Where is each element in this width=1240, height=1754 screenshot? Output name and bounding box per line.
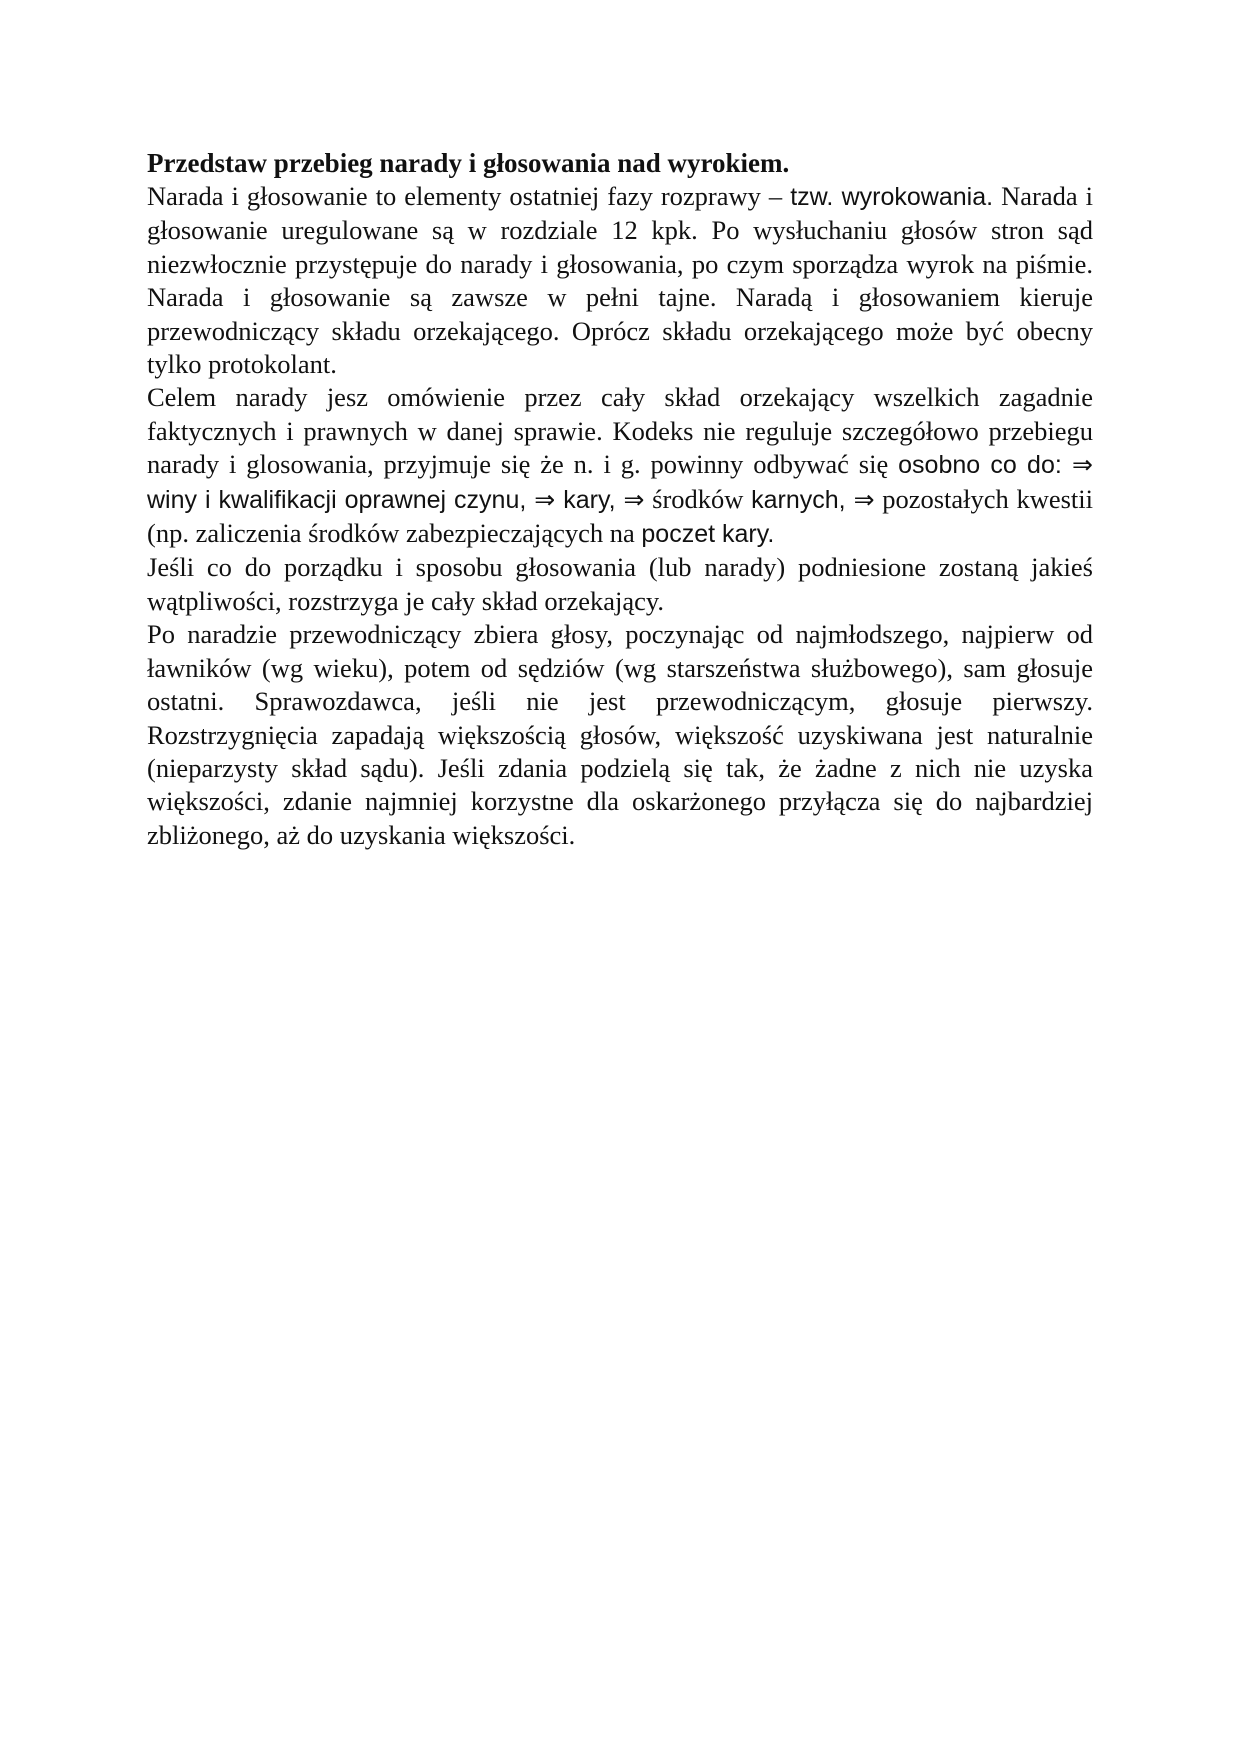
paragraph-4: Po naradzie przewodniczący zbiera głosy, poczynając od najmłodszego, najpierw od ławników (wg wieku), potem od sędziów (wg starszeństwa służbowego), sam głosuje ostatni. Sprawozdawca, jeśli nie jest przewodniczącym, głosuje pierwszy. Rozstrzygnięcia zapadają większością głosów, większość uzyskiwana jest naturalnie (nieparzysty skład sądu). Jeśli zdania podzielą się tak, że żadne z nich nie uzyska większości, zdanie najmniej korzystne dla oskarżonego przyłącza się do najbardziej zbliżonego, aż do uzyskania większości. — [147, 619, 1093, 850]
paragraph-2-emphasis-1: osobno co do: ⇒ winy i kwalifikacji oprawnej czynu, ⇒ kary, ⇒ — [147, 451, 1093, 514]
paragraph-1-rest: Narada i głosowanie uregulowane są w rozdziale 12 kpk. Po wysłuchaniu głosów stron sąd niezwłocznie przystępuje do narady i głosowania, po czym sporządza wyrok na piśmie. Narada i głosowanie są zawsze w pełni tajne. Naradą i głosowaniem kieruje przewodniczący składu orzekającego. Oprócz składu orzekającego może być obecny tylko protokolant. — [147, 181, 1093, 380]
paragraph-2-text: Celem narady jesz omówienie przez cały skład orzekający wszelkich zagadnie faktycznych i prawnych w danej sprawie. Kodeks nie reguluje szczegółowo przebiegu narady i glosowania, przyjmuje się że n. i g. powinny odbywać się — [147, 382, 1093, 480]
paragraph-1-emphasis: tzw. wyrokowania. — [790, 183, 994, 211]
paragraph-3: Jeśli co do porządku i sposobu głosowania (lub narady) podniesione zostaną jakieś wątpliwości, rozstrzyga je cały skład orzekający. — [147, 552, 1093, 616]
document-title: Przedstaw przebieg narady i głosowania nad wyrokiem. — [147, 148, 790, 178]
paragraph-2-mid: środków — [644, 483, 752, 514]
paragraph-1 — [147, 180, 1093, 381]
paragraph-1-text: Narada i głosowanie to elementy ostatniej fazy rozprawy – — [147, 181, 791, 211]
paragraph-2-mid-2: pozostałych kwestii (np. zaliczenia środków zabezpieczających na — [147, 483, 1094, 549]
paragraph-2-emphasis-3: poczet kary. — [641, 520, 775, 549]
document-page — [147, 146, 1093, 852]
paragraph-2 — [147, 381, 1093, 551]
paragraph-2-emphasis-2: karnych, ⇒ — [751, 485, 875, 514]
